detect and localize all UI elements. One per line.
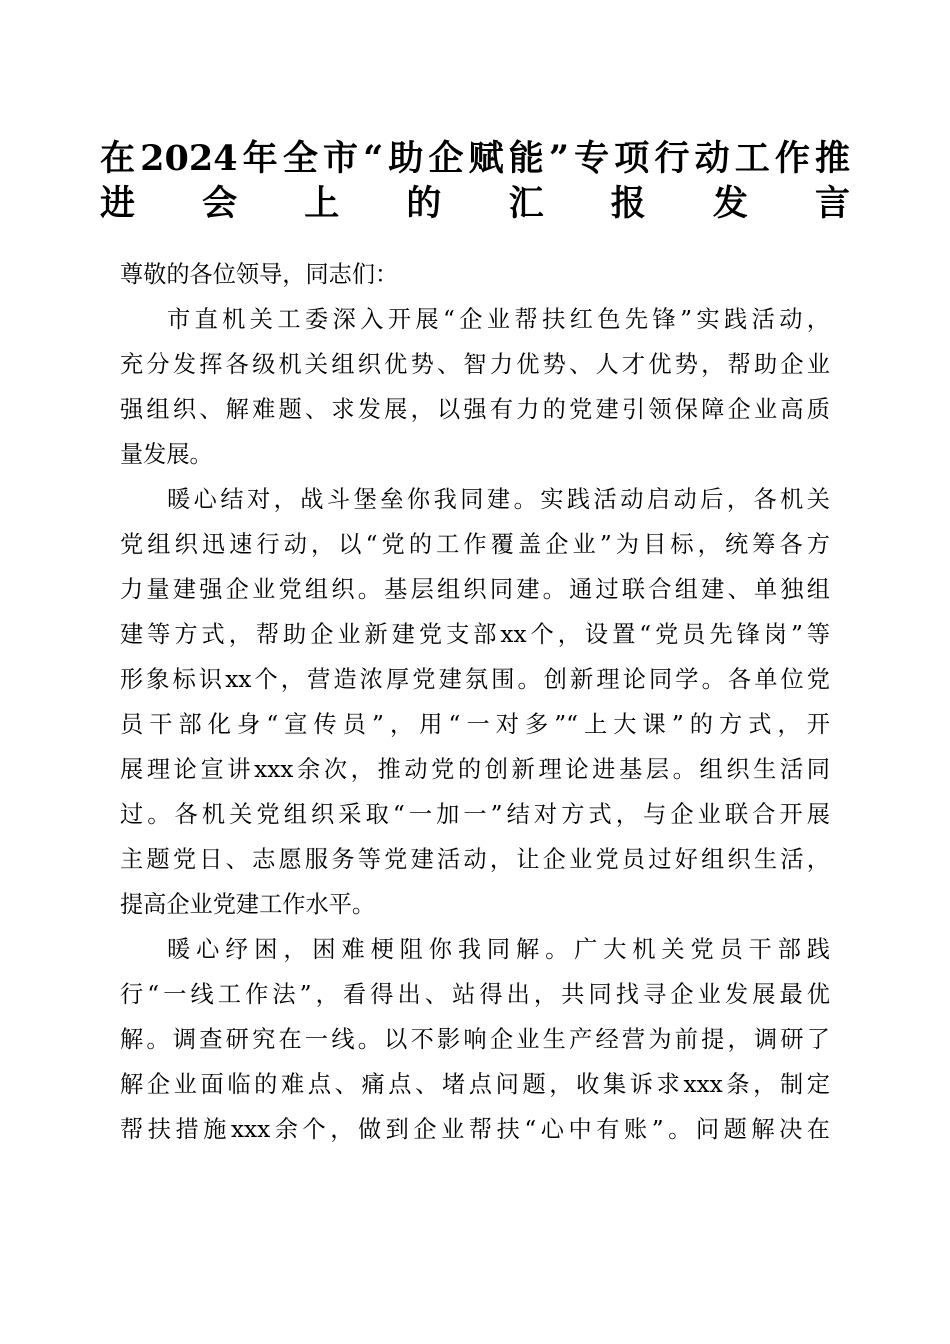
paragraph-line: 展理论宣讲xxx余次，推动党的创新理论进基层。组织生活同 xyxy=(120,756,830,783)
title-line-2: 进会上的汇报发言 xyxy=(100,183,850,224)
paragraph-2 xyxy=(120,477,830,927)
paragraph-line: 形象标识xx个，营造浓厚党建氛围。创新理论同学。各单位党 xyxy=(120,666,830,693)
title-line-1: 在2024年全市“助企赋能”专项行动工作推 xyxy=(100,138,850,179)
paragraph-line: 行“一线工作法”，看得出、站得出，共同找寻企业发展最优 xyxy=(120,981,830,1008)
paragraph-1 xyxy=(120,297,830,477)
paragraph-line: 帮扶措施xxx余个，做到企业帮扶“心中有账”。问题解决在 xyxy=(120,1116,830,1143)
paragraph-line: 暖心纾困，困难梗阻你我同解。广大机关党员干部践 xyxy=(167,936,830,963)
paragraph-line: 解企业面临的难点、痛点、堵点问题，收集诉求xxx条，制定 xyxy=(120,1071,830,1098)
paragraph-line: 党组织迅速行动，以“党的工作覆盖企业”为目标，统筹各方 xyxy=(120,531,830,558)
paragraph-3 xyxy=(120,927,830,1152)
paragraph-line: 提高企业党建工作水平。 xyxy=(120,891,376,918)
paragraph-line: 力量建强企业党组织。基层组织同建。通过联合组建、单独组 xyxy=(120,576,830,603)
document-body xyxy=(120,252,830,1152)
paragraph-line: 主题党日、志愿服务等党建活动，让企业党员过好组织生活， xyxy=(120,846,830,873)
paragraph-line: 市直机关工委深入开展“企业帮扶红色先锋”实践活动， xyxy=(167,306,830,333)
paragraph-line: 过。各机关党组织采取“一加一”结对方式，与企业联合开展 xyxy=(120,801,830,828)
document-title xyxy=(100,136,850,226)
salutation: 尊敬的各位领导，同志们： xyxy=(120,261,399,288)
paragraph-line: 暖心结对，战斗堡垒你我同建。实践活动启动后，各机关 xyxy=(167,486,830,513)
paragraph-line: 解。调查研究在一线。以不影响企业生产经营为前提，调研了 xyxy=(120,1026,830,1053)
paragraph-line: 员干部化身“宣传员”，用“一对多”“上大课”的方式，开 xyxy=(120,711,830,738)
paragraph-line: 充分发挥各级机关组织优势、智力优势、人才优势，帮助企业 xyxy=(120,351,830,378)
paragraph-line: 建等方式，帮助企业新建党支部xx个，设置“党员先锋岗”等 xyxy=(120,621,830,648)
paragraph-line: 量发展。 xyxy=(120,441,213,468)
paragraph-line: 强组织、解难题、求发展，以强有力的党建引领保障企业高质 xyxy=(120,396,830,423)
